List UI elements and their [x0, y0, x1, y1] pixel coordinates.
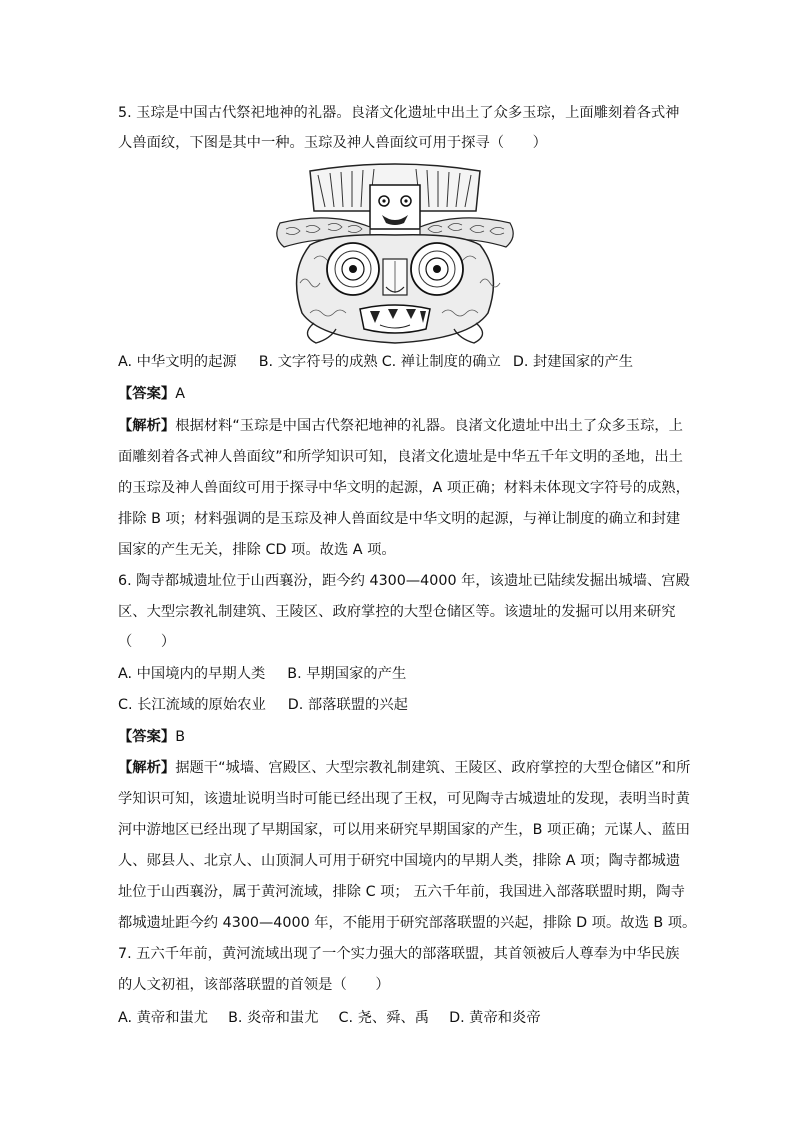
q6-option-b[interactable]: B. 早期国家的产生 [287, 666, 407, 682]
q6-answer: B [175, 729, 185, 745]
q6-analysis-line-2: 学知识可知，该遗址说明当时可能已经出现了王权，可见陶寺古城遗址的发现，表明当时黄 [118, 791, 690, 807]
q7-option-c[interactable]: C. 尧、舜、禹 [338, 1010, 430, 1026]
q5-analysis-line-2: 面雕刻着各式神人兽面纹”和所学知识可知，良渚文化遗址是中华五千年文明的圣地，出土 [118, 449, 683, 465]
analysis-tag: 【解析】 [118, 418, 176, 434]
q7-option-d[interactable]: D. 黄帝和炎帝 [449, 1010, 541, 1026]
answer-tag: 【答案】 [118, 729, 176, 745]
q6-analysis-line-1 [118, 758, 691, 778]
q6-options-row-2 [118, 695, 678, 715]
q6-analysis-line-3: 河中游地区已经出现了早期国家，可以用来研究早期国家的产生，B 项正确；元谋人、蓝田 [118, 822, 690, 838]
q5-stem-line-1: 5. 玉琮是中国古代祭祀地神的礼器。良渚文化遗址中出土了众多玉琮，上面雕刻着各式神 [118, 105, 680, 121]
q5-analysis-line-1 [118, 416, 683, 436]
q6-stem-line-1: 6. 陶寺都城遗址位于山西襄汾，距今约 4300—4000 年，该遗址已陆续发掘出城墙、宫殿 [118, 573, 690, 589]
q7-stem-line-2: 的人文初祖，该部落联盟的首领是（ ） [118, 977, 390, 993]
q6-analysis-text: 据题干“城墙、宫殿区、大型宗教礼制建筑、王陵区、政府掌控的大型仓储区”和所 [175, 760, 691, 776]
q5-analysis-line-5: 国家的产生无关，排除 CD 项。故选 A 项。 [118, 542, 396, 558]
q5-options [118, 352, 678, 372]
q5-option-b[interactable]: B. 文字符号的成熟 [258, 354, 378, 370]
answer-tag: 【答案】 [118, 386, 176, 402]
q5-answer: A [175, 386, 185, 402]
q5-analysis-line-3: 的玉琮及神人兽面纹可用于探寻中华文明的起源，A 项正确；材料未体现文字符号的成熟， [118, 480, 690, 496]
q5-stem-line-2: 人兽面纹，下图是其中一种。玉琮及神人兽面纹可用于探寻（ ） [118, 135, 547, 151]
q7-option-b[interactable]: B. 炎帝和蚩尤 [228, 1010, 319, 1026]
analysis-tag: 【解析】 [118, 760, 176, 776]
q6-answer-line [118, 727, 678, 747]
q6-option-d[interactable]: D. 部落联盟的兴起 [287, 697, 408, 713]
q6-stem-line-3: （ ） [118, 634, 176, 650]
q6-analysis-line-4: 人、郧县人、北京人、山顶洞人可用于研究中国境内的早期人类，排除 A 项；陶寺都城遗 [118, 853, 681, 869]
q6-analysis-line-6: 都城遗址距今约 4300—4000 年，不能用于研究部落联盟的兴起，排除 D 项。故选 B 项。 [118, 915, 697, 931]
q7-option-a[interactable]: A. 黄帝和蚩尤 [118, 1010, 209, 1026]
q5-analysis-line-4: 排除 B 项；材料强调的是玉琮及神人兽面纹是中华文明的起源，与禅让制度的确立和封建 [118, 511, 681, 527]
q5-option-d[interactable]: D. 封建国家的产生 [512, 354, 634, 370]
q6-analysis-line-5: 址位于山西襄汾，属于黄河流域，排除 C 项； 五六千年前，我国进入部落联盟时期，陶寺 [118, 884, 685, 900]
q6-stem-line-2: 区、大型宗教礼制建筑、王陵区、政府掌控的大型仓储区等。该遗址的发掘可以用来研究 [118, 604, 676, 620]
q6-option-a[interactable]: A. 中国境内的早期人类 [118, 666, 266, 682]
q5-answer-line [118, 384, 678, 404]
q5-analysis-text: 根据材料“玉琮是中国古代祭祀地神的礼器。良渚文化遗址中出土了众多玉琮，上 [175, 418, 683, 434]
q6-option-c[interactable]: C. 长江流域的原始农业 [118, 697, 266, 713]
q5-option-c[interactable]: C. 禅让制度的确立 [381, 354, 501, 370]
q6-options-row-1 [118, 664, 678, 684]
q7-stem-line-1: 7. 五六千年前，黄河流域出现了一个实力强大的部落联盟，其首领被后人尊奉为中华民族 [118, 946, 680, 962]
q5-option-a[interactable]: A. 中华文明的起源 [118, 354, 237, 370]
jade-cong-mask-illustration [270, 163, 520, 346]
q7-options [118, 1008, 678, 1028]
